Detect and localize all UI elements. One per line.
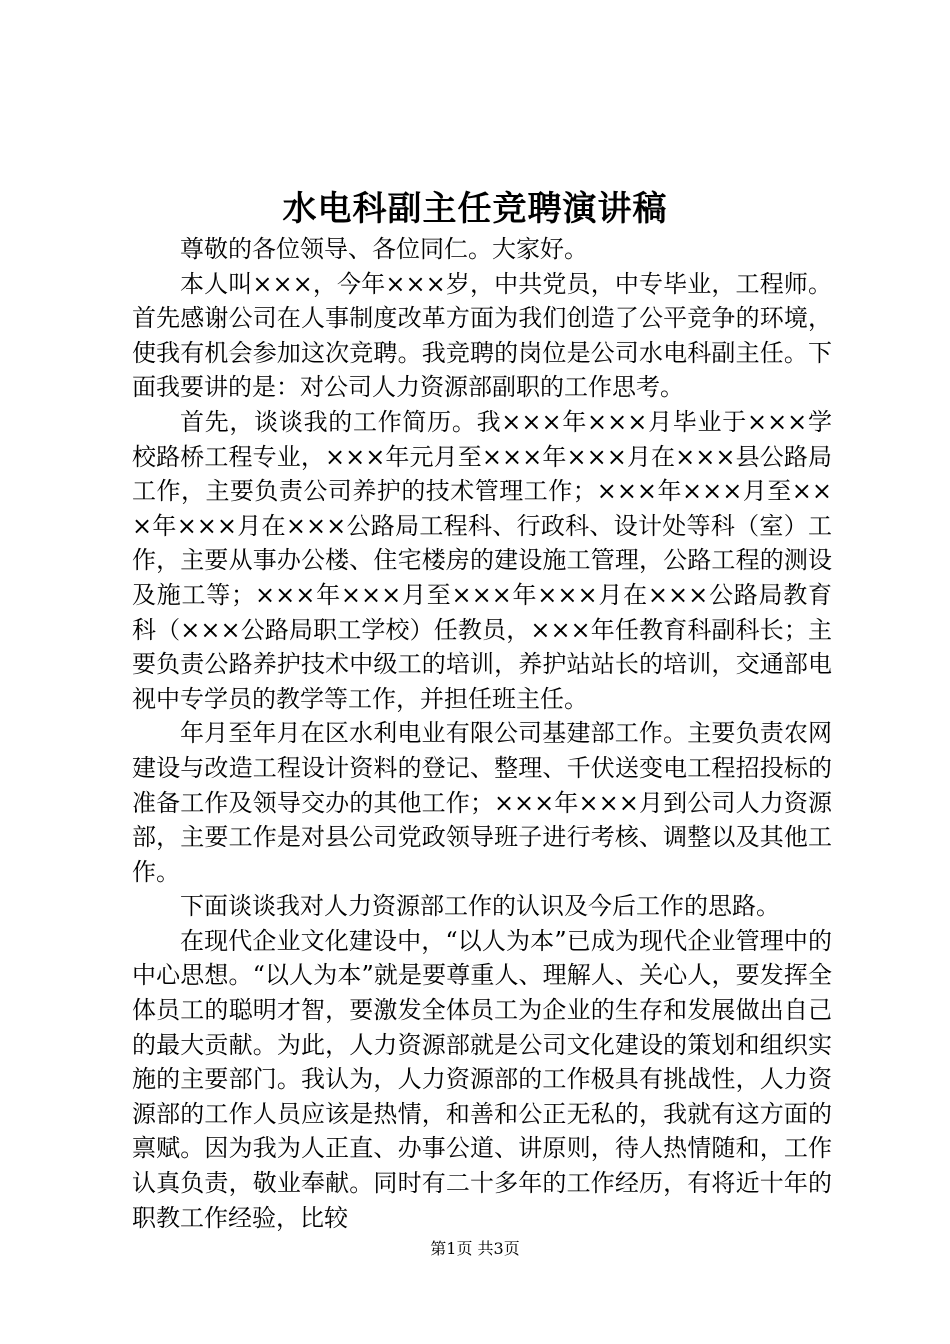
paragraph-transition: 下面谈谈我对人力资源部工作的认识及今后工作的思路。 — [180, 892, 780, 921]
paragraph-greeting: 尊敬的各位领导、各位同仁。大家好。 — [180, 235, 588, 263]
document-title: 水电科副主任竞聘演讲稿 — [282, 189, 668, 229]
document-body — [132, 232, 832, 1235]
paragraph-work-history: 首先，谈谈我的工作简历。我×××年×××月毕业于×××学校路桥工程专业，×××年元月至×××年×××月在×××县公路局工作，主要负责公司养护的技术管理工作；×××年×××月至×××年×××月在×××公路局工程科、行政科、设计处等科（室）工作，主要从事办公楼、住宅楼房的建设施工管理，公路工程的测设及施工等；×××年×××月至×××年×××月在×××公路局教育科（×××公路局职工学校）任教员，×××年任教育科副科长；主要负责公路养护技术中级工的培训，养护站站长的培训，交通部电视中专学员的教学等工作，并担任班主任。 — [132, 407, 832, 713]
page-footer: 第1页 共3页 — [430, 1239, 520, 1258]
paragraph-people-oriented: 在现代企业文化建设中，“以人为本”已成为现代企业管理中的中心思想。“以人为本”就是要尊重人、理解人、关心人，要发挥全体员工的聪明才智，要激发全体员工为企业的生存和发展做出自己的最大贡献。为此，人力资源部就是公司文化建设的策划和组织实施的主要部门。我认为，人力资源部的工作极具有挑战性，人力资源部的工作人员应该是热情，和善和公正无私的，我就有这方面的禀赋。因为我为人正直、办事公道、讲原则，待人热情随和，工作认真负责，敬业奉献。同时有二十多年的工作经历，有将近十年的职教工作经验，比较 — [132, 926, 832, 1232]
paragraph-recent-work: 年月至年月在区水利电业有限公司基建部工作。主要负责农网建设与改造工程设计资料的登记、整理、千伏送变电工程招投标的准备工作及领导交办的其他工作；×××年×××月到公司人力资源部，主要工作是对县公司党政领导班子进行考核、调整以及其他工作。 — [132, 719, 832, 886]
paragraph-introduction: 本人叫×××，今年×××岁，中共党员，中专毕业，工程师。首先感谢公司在人事制度改革方面为我们创造了公平竞争的环境，使我有机会参加这次竞聘。我竞聘的岗位是公司水电科副主任。下面我要讲的是：对公司人力资源部副职的工作思考。 — [132, 269, 832, 402]
